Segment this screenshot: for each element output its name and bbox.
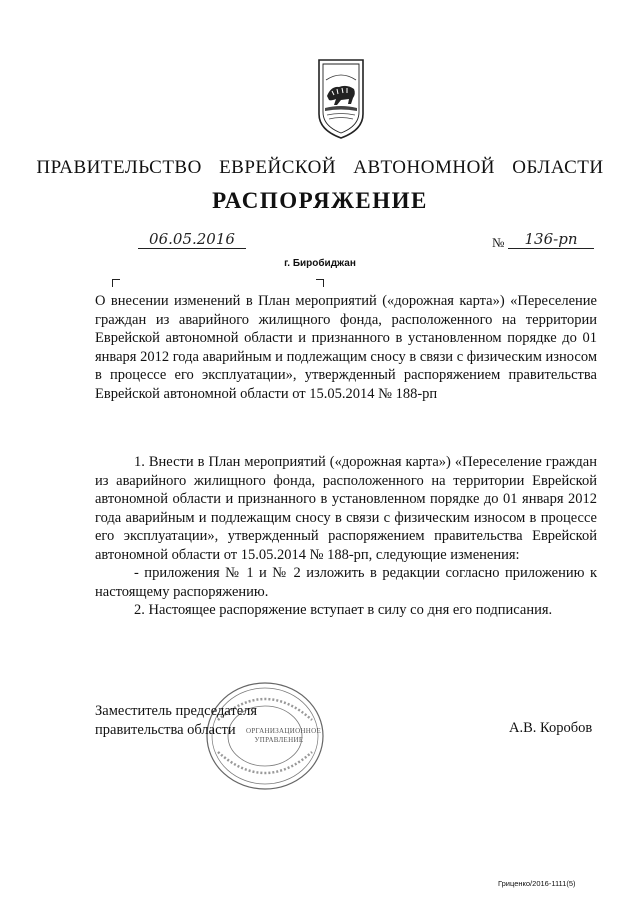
document-title: О внесении изменений в План мероприятий («дорожная карта») «Переселение граждан из аварийного жилищного фонда, расположенного на территории Еврейской автономной области и признанного в установленном порядке до 01 января 2012 года аварийным и подлежащим сносу в связи с физическим износом в процессе его эксплуатации», утвержденный распоряжением правительства Еврейской автономной области от 15.05.2014 № 188-рп bbox=[95, 293, 597, 402]
body-paragraph-3: 2. Настоящее распоряжение вступает в силу со дня его подписания. bbox=[134, 602, 553, 618]
handwritten-document-number: 136-рп bbox=[508, 230, 594, 249]
footer-reference: Гриценко/2016-1111(5) bbox=[498, 879, 576, 888]
signatory-name: А.В. Коробов bbox=[509, 720, 593, 736]
body-paragraph-2: - приложения № 1 и № 2 изложить в редакции согласно приложению к настоящему распоряжению. bbox=[95, 565, 597, 600]
document-type-heading: РАСПОРЯЖЕНИЕ bbox=[212, 188, 428, 213]
coat-of-arms-emblem bbox=[317, 58, 365, 140]
signatory-position-line-2: правительства области bbox=[95, 721, 236, 738]
title-corner-right bbox=[316, 279, 324, 287]
number-label: № bbox=[492, 235, 505, 250]
stamp-inner-line-1: ОРГАНИЗАЦИОННОЕ bbox=[246, 727, 322, 735]
signatory-position-line-1: Заместитель председателя bbox=[95, 703, 258, 719]
handwritten-date: 06.05.2016 bbox=[138, 230, 246, 249]
government-name-heading: ПРАВИТЕЛЬСТВО ЕВРЕЙСКОЙ АВТОНОМНОЙ ОБЛАСТИ bbox=[36, 157, 604, 178]
body-paragraph-1: 1. Внести в План мероприятий («дорожная карта») «Переселение граждан из аварийного жилищного фонда, расположенного на территории Еврейской автономной области и признанного в установленном порядке до 01 января 2012 года аварийным и подлежащим сносу в связи с физическим износом в процессе его эксплуатации», утвержденный распоряжением правительства Еврейской автономной области от 15.05.2014 № 188-рп, следующие изменения: bbox=[95, 454, 597, 563]
stamp-inner-line-2: УПРАВЛЕНИЕ bbox=[254, 736, 304, 744]
city-line: г. Биробиджан bbox=[284, 258, 356, 269]
document-body bbox=[95, 453, 597, 620]
signatory-position bbox=[95, 702, 257, 739]
title-corner-left bbox=[112, 279, 120, 287]
